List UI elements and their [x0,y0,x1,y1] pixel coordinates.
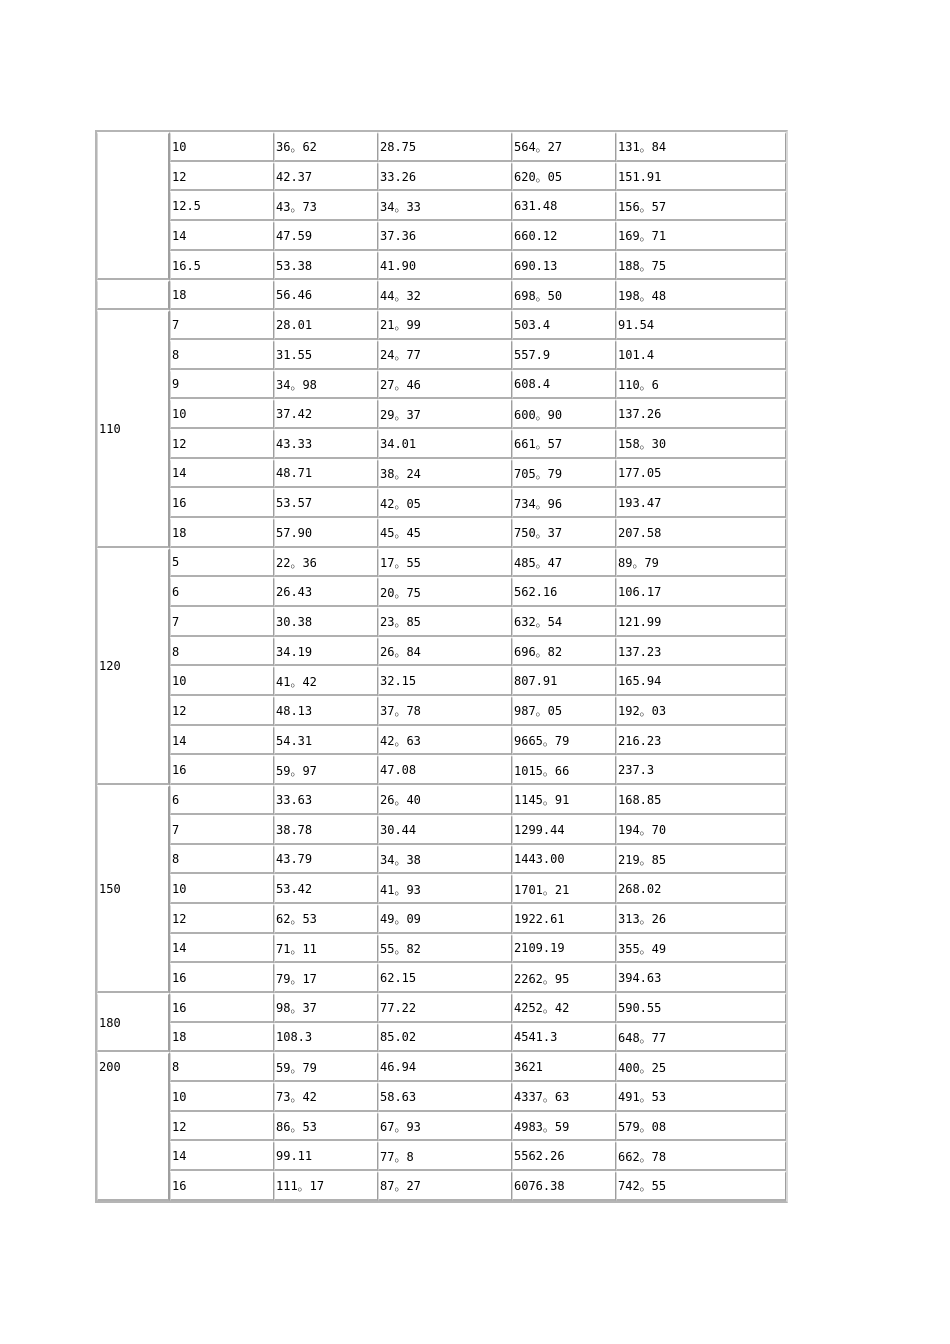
table-cell-col-6: 194。70 [616,815,786,845]
table-row [97,637,786,667]
table-cell-col-4: 20。75 [378,577,512,607]
table-cell-col-3: 48.13 [274,696,378,726]
table-cell-col-2: 6 [170,785,274,815]
table-cell-col-3: 111。17 [274,1171,378,1201]
table-cell-col-5: 690.13 [512,251,616,281]
table-cell-col-2: 8 [170,845,274,875]
table-cell-col-2: 12 [170,162,274,192]
table-cell-col-2: 10 [170,666,274,696]
table-cell-col-6: 188。75 [616,251,786,281]
table-cell-col-2: 7 [170,815,274,845]
table-cell-col-2: 12 [170,429,274,459]
table-cell-col-6: 131。84 [616,132,786,162]
table-row [97,1052,786,1082]
table-cell-col-2: 16 [170,963,274,993]
table-cell-col-2: 12 [170,696,274,726]
table-row [97,934,786,964]
table-cell-col-2: 6 [170,577,274,607]
table-cell-col-5: 608.4 [512,370,616,400]
table-row [97,280,786,310]
table-cell-col-2: 16 [170,755,274,785]
table-cell-col-3: 41。42 [274,666,378,696]
table-row [97,518,786,548]
table-cell-col-3: 71。11 [274,934,378,964]
table-row [97,607,786,637]
table-row [97,755,786,785]
table-cell-col-6: 355。49 [616,934,786,964]
table-cell-col-5: 5562.26 [512,1141,616,1171]
table-cell-col-4: 42。05 [378,488,512,518]
table-cell-col-4: 27。46 [378,370,512,400]
table-cell-col-4: 34。38 [378,845,512,875]
table-cell-col-5: 2109.19 [512,934,616,964]
table-row [97,785,786,815]
table-cell-col-2: 10 [170,132,274,162]
table-cell-col-3: 62。53 [274,904,378,934]
table-cell-col-3: 31.55 [274,340,378,370]
table-row [97,666,786,696]
table-cell-col-4: 46.94 [378,1052,512,1082]
table-cell-col-6: 648。77 [616,1023,786,1053]
table-cell-col-4: 41.90 [378,251,512,281]
table-cell-col-5: 4252。42 [512,993,616,1023]
table-cell-col-4: 28.75 [378,132,512,162]
table-cell-col-5: 734。96 [512,488,616,518]
table-cell-col-4: 34。33 [378,191,512,221]
table-cell-col-5: 1015。66 [512,755,616,785]
table-cell-col-6: 198。48 [616,280,786,310]
table-cell-col-6: 313。26 [616,904,786,934]
table-cell-col-4: 26。40 [378,785,512,815]
table-cell-col-3: 26.43 [274,577,378,607]
table-cell-col-3: 43。73 [274,191,378,221]
table-cell-col-3: 73。42 [274,1082,378,1112]
table-cell-col-6: 207.58 [616,518,786,548]
group-label-cell: 110 [97,310,170,548]
table-cell-col-6: 151.91 [616,162,786,192]
table-row [97,221,786,251]
table-cell-col-6: 662。78 [616,1141,786,1171]
table-cell-col-3: 53.57 [274,488,378,518]
table-row [97,993,786,1023]
table-cell-col-2: 7 [170,607,274,637]
table-cell-col-3: 53.38 [274,251,378,281]
table-cell-col-6: 400。25 [616,1052,786,1082]
table-cell-col-2: 14 [170,221,274,251]
group-label-cell: 200 [97,1052,170,1200]
table-row [97,370,786,400]
table-cell-col-6: 106.17 [616,577,786,607]
table-cell-col-4: 32.15 [378,666,512,696]
table-cell-col-5: 4337。63 [512,1082,616,1112]
group-label-cell: 120 [97,548,170,786]
table-cell-col-4: 26。84 [378,637,512,667]
table-row [97,191,786,221]
table-cell-col-2: 16 [170,993,274,1023]
table-cell-col-5: 632。54 [512,607,616,637]
table-cell-col-5: 620。05 [512,162,616,192]
table-cell-col-3: 48.71 [274,459,378,489]
table-cell-col-3: 43.79 [274,845,378,875]
table-cell-col-5: 698。50 [512,280,616,310]
table-cell-col-6: 121.99 [616,607,786,637]
table-cell-col-6: 177.05 [616,459,786,489]
table-cell-col-2: 8 [170,1052,274,1082]
table-row [97,1141,786,1171]
table-cell-col-6: 394.63 [616,963,786,993]
table-cell-col-5: 3621 [512,1052,616,1082]
table-row [97,251,786,281]
table-cell-col-4: 85.02 [378,1023,512,1053]
table-cell-col-2: 10 [170,1082,274,1112]
table-cell-col-2: 14 [170,934,274,964]
table-cell-col-6: 137.23 [616,637,786,667]
table-cell-col-4: 30.44 [378,815,512,845]
table-cell-col-6: 137.26 [616,399,786,429]
table-row [97,548,786,578]
table-cell-col-2: 18 [170,518,274,548]
table-cell-col-4: 77。8 [378,1141,512,1171]
table-cell-col-3: 36。62 [274,132,378,162]
table-cell-col-3: 54.31 [274,726,378,756]
table-cell-col-4: 17。55 [378,548,512,578]
group-label-cell: 150 [97,785,170,993]
table-cell-col-4: 41。93 [378,874,512,904]
table-row [97,845,786,875]
table-cell-col-5: 807.91 [512,666,616,696]
table-cell-col-3: 28.01 [274,310,378,340]
table-cell-col-6: 168.85 [616,785,786,815]
table-cell-col-4: 87。27 [378,1171,512,1201]
table-cell-col-6: 110。6 [616,370,786,400]
table-cell-col-3: 30.38 [274,607,378,637]
table-cell-col-2: 12.5 [170,191,274,221]
table-row [97,1023,786,1053]
table-cell-col-3: 86。53 [274,1112,378,1142]
table-cell-col-5: 6076.38 [512,1171,616,1201]
table-cell-col-5: 1443.00 [512,845,616,875]
table-cell-col-6: 268.02 [616,874,786,904]
table-cell-col-2: 8 [170,637,274,667]
table-row [97,904,786,934]
table-cell-col-5: 9665。79 [512,726,616,756]
table-cell-col-5: 562.16 [512,577,616,607]
table-cell-col-5: 1299.44 [512,815,616,845]
table-cell-col-6: 156。57 [616,191,786,221]
group-label-cell: 180 [97,993,170,1052]
table-cell-col-4: 55。82 [378,934,512,964]
table-row [97,1082,786,1112]
data-table [97,132,786,1201]
table-cell-col-4: 58.63 [378,1082,512,1112]
table-cell-col-6: 742。55 [616,1171,786,1201]
table-cell-col-4: 47.08 [378,755,512,785]
table-cell-col-3: 33.63 [274,785,378,815]
table-cell-col-5: 564。27 [512,132,616,162]
table-cell-col-5: 696。82 [512,637,616,667]
table-row [97,577,786,607]
table-cell-col-5: 4541.3 [512,1023,616,1053]
table-cell-col-2: 7 [170,310,274,340]
table-cell-col-2: 18 [170,1023,274,1053]
table-cell-col-5: 661。57 [512,429,616,459]
table-row [97,488,786,518]
table-cell-col-5: 600。90 [512,399,616,429]
table-row [97,874,786,904]
table-row [97,1171,786,1201]
table-cell-col-5: 557.9 [512,340,616,370]
table-cell-col-5: 503.4 [512,310,616,340]
table-cell-col-3: 43.33 [274,429,378,459]
table-cell-col-5: 705。79 [512,459,616,489]
table-cell-col-2: 16 [170,1171,274,1201]
table-cell-col-6: 590.55 [616,993,786,1023]
data-table-body [97,132,786,1201]
table-cell-col-3: 38.78 [274,815,378,845]
group-label-cell [97,280,170,310]
table-cell-col-4: 29。37 [378,399,512,429]
table-row [97,162,786,192]
table-cell-col-5: 987。05 [512,696,616,726]
table-cell-col-5: 1922.61 [512,904,616,934]
table-cell-col-3: 42.37 [274,162,378,192]
table-cell-col-4: 49。09 [378,904,512,934]
table-cell-col-3: 34.19 [274,637,378,667]
table-cell-col-3: 37.42 [274,399,378,429]
table-cell-col-4: 77.22 [378,993,512,1023]
table-cell-col-4: 38。24 [378,459,512,489]
table-cell-col-5: 4983。59 [512,1112,616,1142]
table-cell-col-3: 47.59 [274,221,378,251]
table-cell-col-6: 216.23 [616,726,786,756]
table-cell-col-3: 53.42 [274,874,378,904]
table-cell-col-3: 22。36 [274,548,378,578]
table-cell-col-5: 660.12 [512,221,616,251]
table-cell-col-4: 42。63 [378,726,512,756]
table-cell-col-6: 491。53 [616,1082,786,1112]
table-row [97,1112,786,1142]
table-cell-col-6: 89。79 [616,548,786,578]
table-cell-col-4: 21。99 [378,310,512,340]
table-cell-col-2: 5 [170,548,274,578]
table-cell-col-6: 91.54 [616,310,786,340]
table-cell-col-5: 1701。21 [512,874,616,904]
data-table-frame [95,130,788,1203]
table-cell-col-4: 34.01 [378,429,512,459]
table-row [97,429,786,459]
table-cell-col-5: 750。37 [512,518,616,548]
table-cell-col-5: 1145。91 [512,785,616,815]
table-cell-col-2: 16 [170,488,274,518]
table-cell-col-2: 14 [170,1141,274,1171]
table-cell-col-4: 37。78 [378,696,512,726]
table-cell-col-6: 192。03 [616,696,786,726]
table-row [97,726,786,756]
table-cell-col-4: 67。93 [378,1112,512,1142]
table-cell-col-4: 62.15 [378,963,512,993]
table-cell-col-4: 45。45 [378,518,512,548]
table-cell-col-2: 10 [170,399,274,429]
table-row [97,696,786,726]
table-row [97,963,786,993]
table-cell-col-3: 79。17 [274,963,378,993]
table-cell-col-6: 237.3 [616,755,786,785]
table-cell-col-4: 24。77 [378,340,512,370]
table-cell-col-2: 16.5 [170,251,274,281]
table-cell-col-3: 59。79 [274,1052,378,1082]
table-cell-col-6: 169。71 [616,221,786,251]
table-cell-col-3: 56.46 [274,280,378,310]
table-row [97,310,786,340]
table-cell-col-6: 158。30 [616,429,786,459]
table-row [97,132,786,162]
table-row [97,340,786,370]
table-cell-col-5: 2262。95 [512,963,616,993]
table-cell-col-2: 18 [170,280,274,310]
table-cell-col-3: 108.3 [274,1023,378,1053]
table-cell-col-2: 12 [170,904,274,934]
table-cell-col-5: 631.48 [512,191,616,221]
table-cell-col-3: 57.90 [274,518,378,548]
table-cell-col-4: 23。85 [378,607,512,637]
table-cell-col-6: 165.94 [616,666,786,696]
table-cell-col-6: 219。85 [616,845,786,875]
table-cell-col-3: 34。98 [274,370,378,400]
table-cell-col-6: 193.47 [616,488,786,518]
table-cell-col-2: 8 [170,340,274,370]
table-cell-col-2: 9 [170,370,274,400]
table-cell-col-6: 579。08 [616,1112,786,1142]
table-row [97,459,786,489]
table-row [97,815,786,845]
group-label-cell [97,132,170,280]
table-cell-col-6: 101.4 [616,340,786,370]
table-cell-col-5: 485。47 [512,548,616,578]
table-cell-col-2: 10 [170,874,274,904]
table-cell-col-4: 44。32 [378,280,512,310]
table-cell-col-2: 14 [170,726,274,756]
table-cell-col-2: 12 [170,1112,274,1142]
table-cell-col-3: 98。37 [274,993,378,1023]
table-cell-col-3: 99.11 [274,1141,378,1171]
table-cell-col-2: 14 [170,459,274,489]
table-cell-col-4: 33.26 [378,162,512,192]
table-cell-col-3: 59。97 [274,755,378,785]
table-row [97,399,786,429]
table-cell-col-4: 37.36 [378,221,512,251]
